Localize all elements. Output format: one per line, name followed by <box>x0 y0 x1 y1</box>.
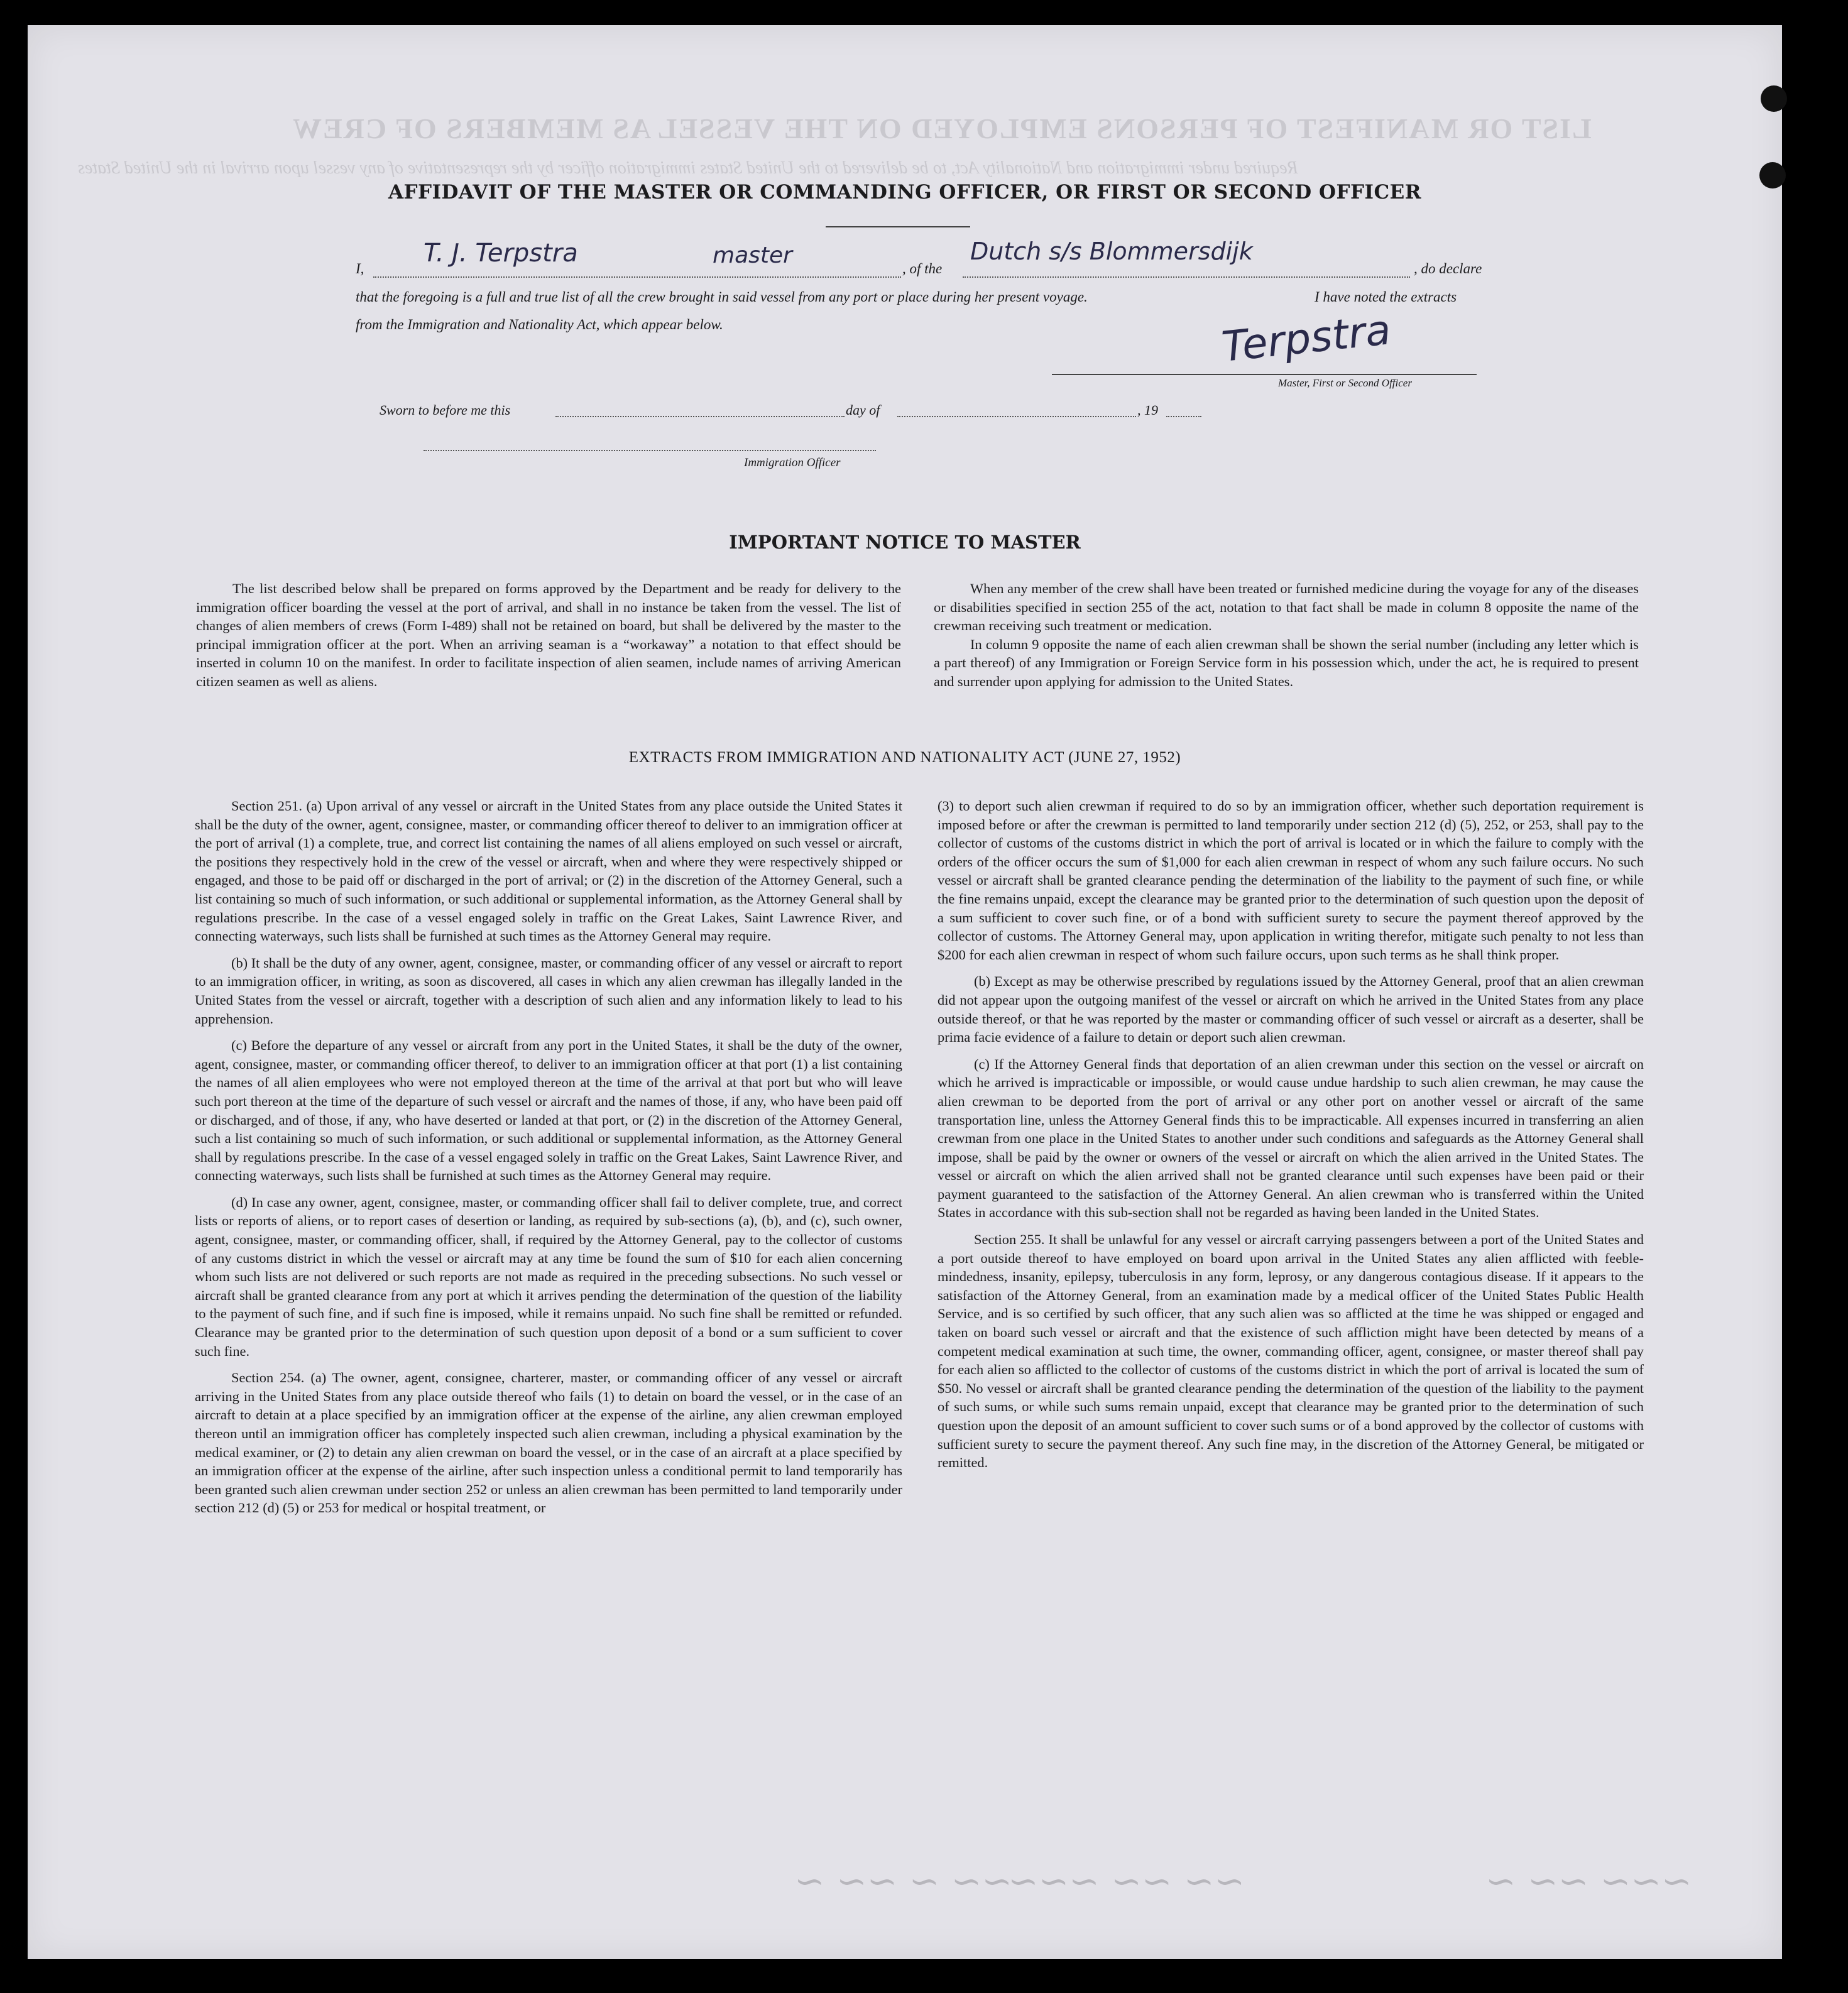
master-signature: Terpstra <box>1219 305 1393 371</box>
bleed-through-signature-1: ~~ ~ ~~ ~ <box>794 1860 1012 1903</box>
notice-right-paragraph-2: In column 9 opposite the name of each alien crewman shall be shown the serial number (including any letter which is a part thereof) of any Immigration or Foreign Service form in his possession which, under the act, he is required to present and surrender upon applying for admission to the United States. <box>934 636 1639 689</box>
bleed-through-signature-2: ~~ ~~ ~~~ <box>1008 1860 1245 1903</box>
section-254-a: Section 254. (a) The owner, agent, consignee, charterer, master, or commanding officer of any vessel or aircraft arriving in the United States from any place outside thereof who fails (1) to detain on board the vessel, or in the case of an aircraft to detain at a place specified by an immigration officer at the expense of the airline, any alien crewman employed thereon until an immigration officer has completely inspected such alien crewman, including a physical examination by the medical examiner, or (2) to detain any alien crewman on board the vessel, or in the case of an aircraft at a place specified by an immigration officer at the expense of the airline, after such inspection unless a conditional permit to land temporarily has been granted such alien crewman under section 252 or unless an alien crewman has been permitted to land temporarily under section 212 (d) (5) or 253 for medical or hospital treatment, or <box>195 1370 902 1516</box>
affidavit-line-2-right: I have noted the extracts <box>1315 289 1457 305</box>
notice-left-paragraph: The list described below shall be prepared on forms approved by the Department and be ready for delivery to the immigration officer boarding the vessel at the port of arrival, and shall in no instance be taken from the vessel. The list of changes of alien members of crews (Form I-489) shall not be retained on board, but shall be delivered by the master to the principal immigration officer at the port. When an arriving seaman is a “workaway” a notation to that effect should be inserted in column 10 on the manifest. In order to facilitate inspection of alien seamen, include names of arriving American citizen seamen as well as aliens. <box>196 581 901 689</box>
sworn-date-line <box>555 416 845 417</box>
sworn-month-line <box>897 416 1136 417</box>
signature-line <box>1052 374 1477 375</box>
title-underline <box>826 226 970 227</box>
signature-caption: Master, First or Second Officer <box>1278 377 1412 389</box>
section-255: Section 255. It shall be unlawful for any vessel or aircraft carrying passengers between a port of the United States and a port outside thereof to have employed on board upon arrival in the United States any alien afflicted with feeble-mindedness, insanity, epilepsy, tuberculosis in any form, leprosy, or any dangerous contagious disease. If it appears to the satisfaction of the Attorney General, from an examination made by a medical officer of the United States Public Health Service, and is so certified by such officer, that any such alien was so afflicted at the time he was shipped or engaged and taken on board such vessel or aircraft and that the existence of such affliction might have been detected by means of a competent medical examination at such time, the owner, commanding officer, agent, consignee, or master thereof shall pay for each alien so afflicted to the collector of customs of the customs district in which the port of arrival is located the sum of $50. No vessel or aircraft shall be granted clearance pending the determination of the question of the liability to the payment of such sums, or while such sums remain unpaid, except that clearance may be granted prior to the determination of such question upon the deposit of an amount sufficient to cover such sums or of a bond approved by the collector of customs with sufficient surety to secure the payment thereof. Any such fine may, in the discretion of the Attorney General, be mitigated or remitted. <box>938 1231 1644 1471</box>
notice-title: IMPORTANT NOTICE TO MASTER <box>729 532 1081 553</box>
sworn-day-label: day of <box>846 402 880 418</box>
bleed-through-subline: Required under immigration and Nationality Act, to be delivered to the United States immigration officer by the representative of any vessel upon arrival in the United States <box>78 158 1298 178</box>
notice-right-paragraph-1: When any member of the crew shall have been treated or furnished medicine during the voyage for any of the diseases or disabilities specified in section 255 of the act, notation to that fact shall be made in column 8 opposite the name of the crewman receiving such treatment or medication. <box>934 581 1639 634</box>
vessel-name: Dutch s/s Blommersdijk <box>970 238 1253 265</box>
section-254-b: (b) Except as may be otherwise prescribed by regulations issued by the Attorney General, proof that an alien crewman did not appear upon the outgoing manifest of the vessel or aircraft on which he arrived in the United States from any place outside thereof, or that he was reported by the master or commanding officer of such vessel or aircraft as a deserter, shall be prima facie evidence of a failure to detain or deport such alien crewman. <box>938 973 1644 1046</box>
immigration-officer-caption: Immigration Officer <box>744 456 841 469</box>
sworn-year-line <box>1166 416 1201 417</box>
extracts-right-column <box>938 797 1644 1480</box>
section-251-b: (b) It shall be the duty of any owner, agent, consignee, master, or commanding officer of any vessel or aircraft to report to an immigration officer, in writing, as soon as discovered, all cases in which any alien crewman has illegally landed in the United States from the vessel or aircraft, together with a description of such alien and any information likely to lead to his apprehension. <box>195 954 902 1027</box>
bleed-through-header: LIST OR MANIFEST OF PERSONS EMPLOYED ON THE VESSEL AS MEMBERS OF CREW <box>292 112 1592 145</box>
officer-line <box>424 450 876 451</box>
affidavit-prefix: I, <box>356 261 364 276</box>
master-role: master <box>713 243 792 268</box>
section-251-d: (d) In case any owner, agent, consignee, master, or commanding officer shall fail to deliver complete, true, and correct lists or reports of aliens, or to report cases of desertion or landing, as required by sub-sections (a), (b), and (c), such owner, agent, consignee, master, or commanding officer, shall, if required by the Attorney General, pay to the collector of customs of any customs district in which the vessel or aircraft may at any time be found the sum of $10 for each alien concerning whom such lists are not delivered or such reports are not made as required in the preceding subsections. No such vessel or aircraft shall be granted clearance from any port at which it arrives pending the determination of the question of the liability to the payment of such fine, and if such fine is imposed, while it remains unpaid. No such fine shall be remitted or refunded. Clearance may be granted prior to the determination of such question upon deposit of a bond or a sum sufficient to cover such fine. <box>195 1194 902 1359</box>
affidavit-line-3: from the Immigration and Nationality Act, which appear below. <box>356 317 723 332</box>
declare-label: , do declare <box>1414 261 1482 276</box>
section-254-c: (c) If the Attorney General finds that deportation of an alien crewman under this section on the vessel or aircraft on which he arrived is impracticable or impossible, or would cause undue hardship to such alien crewman, he may cause the alien crewman to be deported from the port of arrival or any other port on another vessel or aircraft of the same transportation line, unless the Attorney General finds this to be impracticable. All expenses incurred in transferring an alien crewman from one place in the United States to another under such conditions and safeguards as the Attorney General shall impose, shall be paid by the owner or owners of the vessel or aircraft on which the alien arrived in the United States. The vessel or aircraft on which the alien arrived shall not be granted clearance until such expenses have been paid or their payment guaranteed to the satisfaction of the Attorney General. An alien crewman who is transferred within the United States in accordance with this sub-section shall not be regarded as having been landed in the United States. <box>938 1056 1644 1221</box>
sworn-year-label: , 19 <box>1137 402 1158 418</box>
section-251-c: (c) Before the departure of any vessel or aircraft from any port in the United States, it shall be the duty of the owner, agent, consignee, master, or commanding officer thereof, to deliver to an immigration officer at that port (1) a list containing the names of all alien employees who were not employed thereon at the time of the arrival at that port but who will leave such port thereon at the time of the departure of such vessel or aircraft and the names of those, if any, who have been paid off or discharged, and of those, if any, who have deserted or landed at that port, or (2) in the discretion of the Attorney General, such a list containing so much of such information, or such additional or supplemental information, as the Attorney General shall by regulations prescribe. In the case of a vessel engaged solely in traffic on the Great Lakes, Saint Lawrence River, and connecting waterways, such lists shall be furnished at such times as the Attorney General may require. <box>195 1037 902 1184</box>
master-name: T. J. Terpstra <box>424 239 578 268</box>
sworn-label: Sworn to before me this <box>380 402 511 418</box>
name-line <box>373 276 901 278</box>
affidavit-title: AFFIDAVIT OF THE MASTER OR COMMANDING OFFICER, OR FIRST OR SECOND OFFICER <box>388 181 1422 204</box>
extracts-title: EXTRACTS FROM IMMIGRATION AND NATIONALITY ACT (JUNE 27, 1952) <box>628 749 1181 766</box>
punch-hole-top <box>1761 85 1787 112</box>
affidavit-line-2: that the foregoing is a full and true list of all the crew brought in said vessel from any port or place during her present voyage. <box>356 289 1088 305</box>
notice-right-column <box>934 579 1639 699</box>
section-251-a: Section 251. (a) Upon arrival of any vessel or aircraft in the United States from any place outside the United States it shall be the duty of the owner, agent, consignee, master, or commanding officer thereof to deliver to an immigration officer at the port of arrival (1) a complete, true, and correct list containing the names of all aliens employed on such vessel or aircraft, the positions they respectively hold in the crew of the vessel or aircraft, when and where they were respectively shipped or engaged, and those to be paid off or discharged in the port of arrival; or (2) in the discretion of the Attorney General, such a list containing so much of such information, or such additional or supplemental information, as the Attorney General shall by regulations prescribe. In the case of a vessel engaged solely in traffic on the Great Lakes, Saint Lawrence River, and connecting waterways, such lists shall be furnished at such times as the Attorney General may require. <box>195 798 902 944</box>
vessel-line <box>963 276 1410 278</box>
bleed-through-signature-3: ~~~ ~~ ~ <box>1485 1860 1692 1903</box>
document-page <box>28 25 1782 1959</box>
section-254-a-continued: (3) to deport such alien crewman if required to do so by an immigration officer, whether such deportation requirement is imposed before or after the crewman is permitted to land temporarily under section 212 (d) (5), 252, or 253, shall pay to the collector of customs of the customs district in which the port of arrival is located or in which the failure to comply with the orders of the officer occurs the sum of $1,000 for each alien crewman in respect of whom any such failure occurs. No such vessel or aircraft shall be granted clearance pending the determination of the liability to the payment of such fine, or while the fine remains unpaid, except the clearance may be granted prior to the determination of such question upon the deposit of a sum sufficient to cover such fine, or of a bond with sufficient surety to secure the payment thereof approved by the collector of customs. The Attorney General may, upon application in writing therefor, mitigate such penalty to not less than $200 for each alien crewman in respect of whom such failure occurs, upon such terms as he shall think proper. <box>938 798 1644 963</box>
of-the-label: , of the <box>902 261 943 276</box>
extracts-left-column <box>195 797 902 1526</box>
notice-left-column <box>196 579 901 699</box>
